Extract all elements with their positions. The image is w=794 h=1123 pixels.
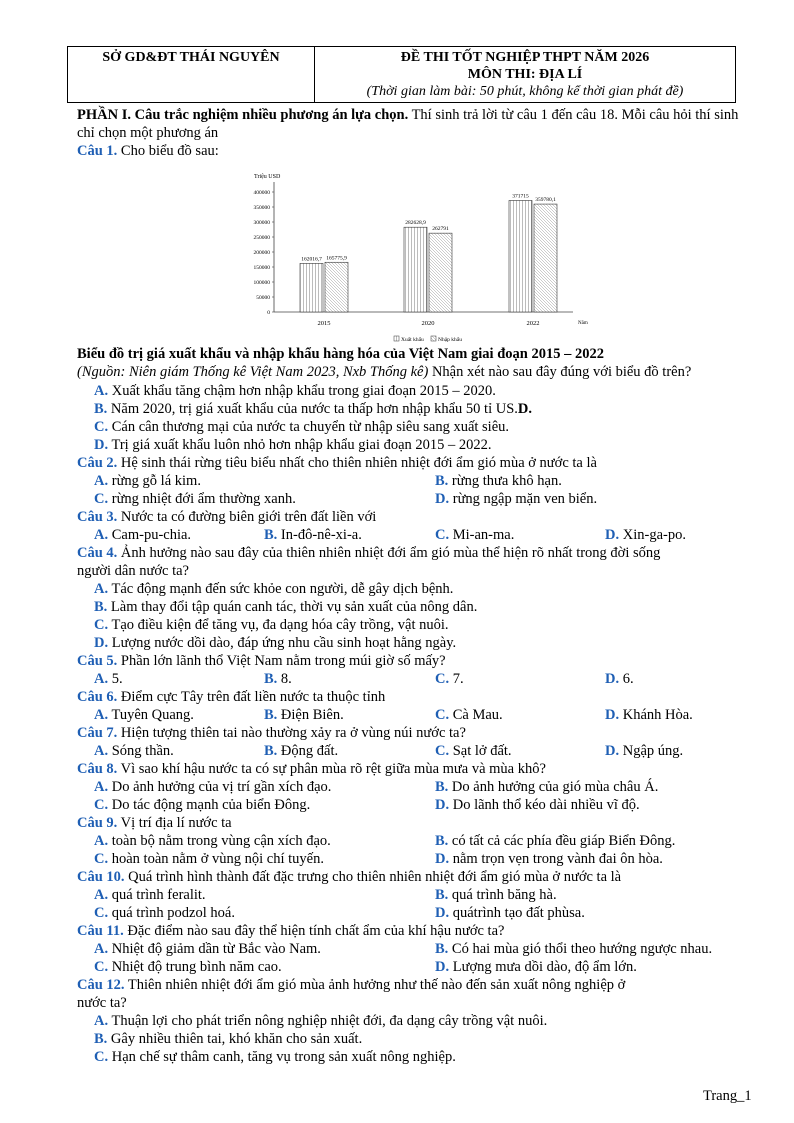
question-number: Câu 2. xyxy=(77,455,118,471)
option-letter: B. xyxy=(264,671,278,687)
option-letter: B. xyxy=(435,941,449,957)
option-letter: C. xyxy=(94,419,109,435)
option-text: hoàn toàn nằm ở vùng nội chí tuyến. xyxy=(111,851,324,867)
option-text: Do ảnh hưởng của gió mùa châu Á. xyxy=(451,779,659,795)
option-letter: D. xyxy=(94,437,109,453)
x-tick-label: 2020 xyxy=(421,320,435,327)
question-number: Câu 11. xyxy=(77,923,124,939)
q2-option-b[interactable] xyxy=(435,472,562,490)
question-number: Câu 6. xyxy=(77,689,118,705)
option-text: rừng gỗ lá kim. xyxy=(111,473,201,489)
data-label: 371715 xyxy=(512,193,529,200)
option-text: Lượng nước dồi dào, đáp ứng nhu cầu sinh hoạt hằng ngày. xyxy=(111,635,457,651)
option-letter: D. xyxy=(435,491,450,507)
source-text: (Nguồn: Niên giám Thống kê Việt Nam 2023, Nxb Thống kê) xyxy=(77,364,429,380)
option-text: nằm trọn vẹn trong vành đai ôn hòa. xyxy=(452,851,663,867)
option-text: Năm 2020, trị giá xuất khẩu của nước ta thấp hơn nhập khẩu 50 tỉ US. xyxy=(110,401,518,417)
question-text: Điểm cực Tây trên đất liền nước ta thuộc tỉnh xyxy=(117,689,386,705)
question-number: Câu 10. xyxy=(77,869,125,885)
q10-option-c[interactable] xyxy=(94,904,235,922)
option-text: Nhiệt độ trung bình năm cao. xyxy=(111,959,282,975)
q5-option-a[interactable] xyxy=(94,670,123,688)
q10-option-a[interactable] xyxy=(94,886,206,904)
option-text: Tác động mạnh đến sức khỏe con người, dễ gây dịch bệnh. xyxy=(111,581,454,597)
option-letter: B. xyxy=(264,743,278,759)
q6-option-a[interactable] xyxy=(94,706,194,724)
q7-option-a[interactable] xyxy=(94,742,174,760)
q2-option-a[interactable] xyxy=(94,472,201,490)
option-letter: B. xyxy=(94,1031,108,1047)
exam-header xyxy=(67,46,736,103)
question-prompt: Nhận xét nào sau đây đúng với biểu đồ trên? xyxy=(428,364,692,380)
chart-source xyxy=(77,364,691,381)
option-text: Do tác động mạnh của biển Đông. xyxy=(111,797,311,813)
y-tick-label: 50000 xyxy=(256,295,270,301)
q11-option-a[interactable] xyxy=(94,940,321,958)
q2-option-c[interactable] xyxy=(94,490,296,508)
q9-option-c[interactable] xyxy=(94,850,324,868)
q6-option-b[interactable] xyxy=(264,706,344,724)
trade-bar-chart xyxy=(228,156,588,346)
question-3 xyxy=(77,508,376,526)
y-tick-label: 400000 xyxy=(253,190,270,196)
option-text: Lượng mưa dồi dào, độ ẩm lớn. xyxy=(452,959,637,975)
option-letter: C. xyxy=(435,671,450,687)
option-text: 5. xyxy=(111,671,123,687)
data-label: 165775,9 xyxy=(326,255,347,262)
option-tail: D. xyxy=(517,401,532,417)
y-tick-label: 0 xyxy=(267,310,270,316)
option-text: Tạo điều kiện để tăng vụ, đa dạng hóa cây trồng, vật nuôi. xyxy=(111,617,449,633)
question-text: Đặc điểm nào sau đây thể hiện tính chất ẩm của khí hậu nước ta? xyxy=(123,923,505,939)
question-7 xyxy=(77,724,466,742)
option-text: Trị giá xuất khẩu luôn nhỏ hơn nhập khẩu giai đoạn 2015 – 2022. xyxy=(111,437,492,453)
option-letter: C. xyxy=(94,491,109,507)
question-text: Nước ta có đường biên giới trên đất liền với xyxy=(117,509,377,525)
legend-swatch-import xyxy=(431,336,436,341)
q8-option-d[interactable] xyxy=(435,796,640,814)
question-number: Câu 5. xyxy=(77,653,118,669)
option-letter: B. xyxy=(435,473,449,489)
q4-option-a[interactable] xyxy=(94,580,453,598)
q11-option-b[interactable] xyxy=(435,940,712,958)
department-name: SỞ GD&ĐT THÁI NGUYÊN xyxy=(68,47,315,103)
q8-option-b[interactable] xyxy=(435,778,658,796)
q6-option-d[interactable] xyxy=(605,706,693,724)
question-text-continued: người dân nước ta? xyxy=(77,563,189,579)
q4-option-d[interactable] xyxy=(94,634,456,652)
y-axis-label: Triệu USD xyxy=(254,174,281,180)
part-intro xyxy=(77,106,757,142)
bar-import xyxy=(429,233,452,312)
option-text: quá trình podzol hoá. xyxy=(111,905,235,921)
option-letter: C. xyxy=(94,797,109,813)
exam-subject: MÔN THI: ĐỊA LÍ xyxy=(467,67,583,82)
option-letter: D. xyxy=(94,635,109,651)
option-text: Sóng thần. xyxy=(111,743,174,759)
option-text: Mi-an-ma. xyxy=(452,527,515,543)
q11-option-d[interactable] xyxy=(435,958,637,976)
option-letter: C. xyxy=(94,1049,109,1065)
question-number: Câu 12. xyxy=(77,977,125,993)
option-letter: D. xyxy=(605,527,620,543)
q8-option-a[interactable] xyxy=(94,778,331,796)
question-text: Ảnh hưởng nào sau đây của thiên nhiên nhiệt đới ẩm gió mùa thể hiện rõ nhất trong đời sống xyxy=(117,545,661,561)
bar-export xyxy=(404,227,427,312)
option-text: Động đất. xyxy=(280,743,339,759)
option-letter: D. xyxy=(605,671,620,687)
question-number: Câu 8. xyxy=(77,761,118,777)
q3-option-a[interactable] xyxy=(94,526,191,544)
data-label: 262791 xyxy=(432,226,449,233)
question-9 xyxy=(77,814,232,832)
q7-option-d[interactable] xyxy=(605,742,683,760)
bar-import xyxy=(325,262,348,312)
option-text: In-đô-nê-xi-a. xyxy=(280,527,362,543)
option-text: Hạn chế sự thâm canh, tăng vụ trong sản xuất nông nghiệp. xyxy=(111,1049,456,1065)
option-text: Cán cân thương mại của nước ta chuyển từ nhập siêu sang xuất siêu. xyxy=(111,419,510,435)
question-1 xyxy=(77,142,219,160)
option-text: rừng nhiệt đới ẩm thường xanh. xyxy=(111,491,296,507)
option-text: rừng thưa khô hạn. xyxy=(451,473,562,489)
q1-option-c[interactable] xyxy=(94,418,509,436)
q11-option-c[interactable] xyxy=(94,958,282,976)
q1-option-a[interactable] xyxy=(94,382,496,400)
q6-option-c[interactable] xyxy=(435,706,503,724)
question-text: Cho biểu đồ sau: xyxy=(117,143,219,159)
option-letter: B. xyxy=(435,887,449,903)
part-title: PHẦN I. Câu trắc nghiệm nhiều phương án lựa chọn. xyxy=(77,107,409,123)
option-letter: D. xyxy=(605,743,620,759)
option-letter: C. xyxy=(94,617,109,633)
y-tick-label: 250000 xyxy=(253,235,270,241)
chart-title: Biểu đồ trị giá xuất khẩu và nhập khẩu hàng hóa của Việt Nam giai đoạn 2015 – 2022 xyxy=(77,346,604,362)
option-letter: B. xyxy=(94,599,108,615)
option-text: Điện Biên. xyxy=(280,707,344,723)
question-number: Câu 3. xyxy=(77,509,118,525)
q12-option-a[interactable] xyxy=(94,1012,547,1030)
y-tick-label: 150000 xyxy=(253,265,270,271)
bar-import xyxy=(534,204,557,312)
option-text: Ngập úng. xyxy=(622,743,684,759)
option-letter: B. xyxy=(264,707,278,723)
data-label: 282628,9 xyxy=(405,220,426,227)
q5-option-d[interactable] xyxy=(605,670,634,688)
page-number: Trang_1 xyxy=(703,1088,752,1104)
option-text: Xin-ga-po. xyxy=(622,527,686,543)
q10-option-b[interactable] xyxy=(435,886,557,904)
option-letter: B. xyxy=(264,527,278,543)
option-letter: C. xyxy=(94,851,109,867)
question-5 xyxy=(77,652,446,670)
option-text: toàn bộ nằm trong vùng cận xích đạo. xyxy=(111,833,331,849)
option-text: có tất cả các phía đều giáp Biển Đông. xyxy=(451,833,676,849)
option-letter: A. xyxy=(94,707,109,723)
option-text: 7. xyxy=(452,671,464,687)
question-text: Vì sao khí hậu nước ta có sự phân mùa rõ rệt giữa mùa mưa và mùa khô? xyxy=(117,761,546,777)
option-text: 6. xyxy=(622,671,634,687)
option-text: Sạt lở đất. xyxy=(452,743,512,759)
option-text: Cam-pu-chia. xyxy=(111,527,192,543)
q1-option-d[interactable] xyxy=(94,436,492,454)
question-11 xyxy=(77,922,504,940)
option-letter: D. xyxy=(435,797,450,813)
bar-export xyxy=(300,263,323,312)
option-letter: A. xyxy=(94,473,109,489)
question-number: Câu 1. xyxy=(77,143,118,159)
q9-option-a[interactable] xyxy=(94,832,331,850)
option-letter: A. xyxy=(94,527,109,543)
option-text: Do lãnh thổ kéo dài nhiều vĩ độ. xyxy=(452,797,640,813)
question-text: Phần lớn lãnh thổ Việt Nam nằm trong múi giờ số mấy? xyxy=(117,653,446,669)
option-letter: A. xyxy=(94,941,109,957)
option-letter: C. xyxy=(435,743,450,759)
option-letter: A. xyxy=(94,833,109,849)
option-letter: D. xyxy=(605,707,620,723)
q5-option-b[interactable] xyxy=(264,670,292,688)
exam-title: ĐỀ THI TỐT NGHIỆP THPT NĂM 2026 xyxy=(400,50,650,65)
legend-label-import: Nhập khẩu xyxy=(438,337,462,343)
y-tick-label: 200000 xyxy=(253,250,270,256)
question-text-continued: nước ta? xyxy=(77,995,127,1011)
option-text: quá trình feralit. xyxy=(111,887,206,903)
q9-option-d[interactable] xyxy=(435,850,663,868)
option-letter: C. xyxy=(435,527,450,543)
y-tick-label: 100000 xyxy=(253,280,270,286)
option-letter: A. xyxy=(94,1013,109,1029)
question-text: Hiện tượng thiên tai nào thường xảy ra ở vùng núi nước ta? xyxy=(117,725,466,741)
option-letter: A. xyxy=(94,581,109,597)
option-text: Có hai mùa gió thổi theo hướng ngược nhau. xyxy=(451,941,713,957)
option-letter: A. xyxy=(94,671,109,687)
question-4 xyxy=(77,544,660,562)
option-text: quátrình tạo đất phùsa. xyxy=(452,905,585,921)
x-axis-label: Năm xyxy=(578,321,588,326)
q12-option-c[interactable] xyxy=(94,1048,456,1066)
option-letter: A. xyxy=(94,779,109,795)
data-label: 359780,1 xyxy=(535,197,556,204)
q4-option-c[interactable] xyxy=(94,616,449,634)
q3-option-d[interactable] xyxy=(605,526,686,544)
option-letter: A. xyxy=(94,743,109,759)
option-text: Tuyên Quang. xyxy=(111,707,194,723)
q4-option-b[interactable] xyxy=(94,598,477,616)
q10-option-d[interactable] xyxy=(435,904,585,922)
option-text: 8. xyxy=(280,671,292,687)
y-tick-label: 350000 xyxy=(253,205,270,211)
q1-option-b[interactable] xyxy=(94,400,532,418)
question-text: Thiên nhiên nhiệt đới ẩm gió mùa ảnh hưởng như thế nào đến sản xuất nông nghiệp ở xyxy=(124,977,626,993)
option-letter: A. xyxy=(94,887,109,903)
option-letter: B. xyxy=(435,779,449,795)
question-6 xyxy=(77,688,385,706)
legend-swatch-export xyxy=(394,336,399,341)
question-2 xyxy=(77,454,597,472)
bar-export xyxy=(509,200,532,312)
q3-option-c[interactable] xyxy=(435,526,514,544)
option-text: Thuận lợi cho phát triển nông nghiệp nhiệt đới, đa dạng cây trồng vật nuôi. xyxy=(111,1013,548,1029)
option-letter: A. xyxy=(94,383,109,399)
x-tick-label: 2022 xyxy=(526,320,540,327)
option-text: Cà Mau. xyxy=(452,707,503,723)
option-letter: B. xyxy=(94,401,108,417)
part-instructions: Thí sinh trả lời từ câu 1 đến câu 18. Mỗi câu hỏi thí sinh chỉ chọn một phương án xyxy=(77,107,739,141)
option-letter: C. xyxy=(94,905,109,921)
option-text: Khánh Hòa. xyxy=(622,707,693,723)
question-10 xyxy=(77,868,621,886)
q12-option-b[interactable] xyxy=(94,1030,362,1048)
question-number: Câu 4. xyxy=(77,545,118,561)
question-8 xyxy=(77,760,546,778)
option-text: Làm thay đổi tập quán canh tác, thời vụ sản xuất của nông dân. xyxy=(110,599,478,615)
option-text: Xuất khẩu tăng chậm hơn nhập khẩu trong giai đoạn 2015 – 2020. xyxy=(111,383,496,399)
exam-title-block xyxy=(315,47,736,103)
question-number: Câu 9. xyxy=(77,815,118,831)
option-text: Gây nhiều thiên tai, khó khăn cho sản xuất. xyxy=(110,1031,363,1047)
exam-time: (Thời gian làm bài: 50 phút, không kể thời gian phát đề) xyxy=(366,84,684,99)
option-text: Nhiệt độ giảm dần từ Bắc vào Nam. xyxy=(111,941,321,957)
q3-option-b[interactable] xyxy=(264,526,362,544)
question-text: Vị trí địa lí nước ta xyxy=(117,815,232,831)
q8-option-c[interactable] xyxy=(94,796,310,814)
option-letter: B. xyxy=(435,833,449,849)
legend-label-export: Xuất khẩu xyxy=(401,337,424,343)
option-letter: C. xyxy=(435,707,450,723)
q2-option-d[interactable] xyxy=(435,490,597,508)
question-text: Hệ sinh thái rừng tiêu biểu nhất cho thiên nhiên nhiệt đới ẩm gió mùa ở nước ta là xyxy=(117,455,597,471)
option-letter: D. xyxy=(435,959,450,975)
option-text: Do ảnh hưởng của vị trí gần xích đạo. xyxy=(111,779,332,795)
y-tick-label: 300000 xyxy=(253,220,270,226)
x-tick-label: 2015 xyxy=(317,320,331,327)
option-text: rừng ngập mặn ven biển. xyxy=(452,491,598,507)
data-label: 162016,7 xyxy=(301,256,322,263)
option-text: quá trình băng hà. xyxy=(451,887,557,903)
q9-option-b[interactable] xyxy=(435,832,675,850)
q7-option-b[interactable] xyxy=(264,742,338,760)
q7-option-c[interactable] xyxy=(435,742,512,760)
question-number: Câu 7. xyxy=(77,725,118,741)
question-text: Quá trình hình thành đất đặc trưng cho thiên nhiên nhiệt đới ẩm gió mùa ở nước ta là xyxy=(124,869,622,885)
option-letter: C. xyxy=(94,959,109,975)
q5-option-c[interactable] xyxy=(435,670,464,688)
question-12 xyxy=(77,976,625,994)
option-letter: D. xyxy=(435,851,450,867)
option-letter: D. xyxy=(435,905,450,921)
